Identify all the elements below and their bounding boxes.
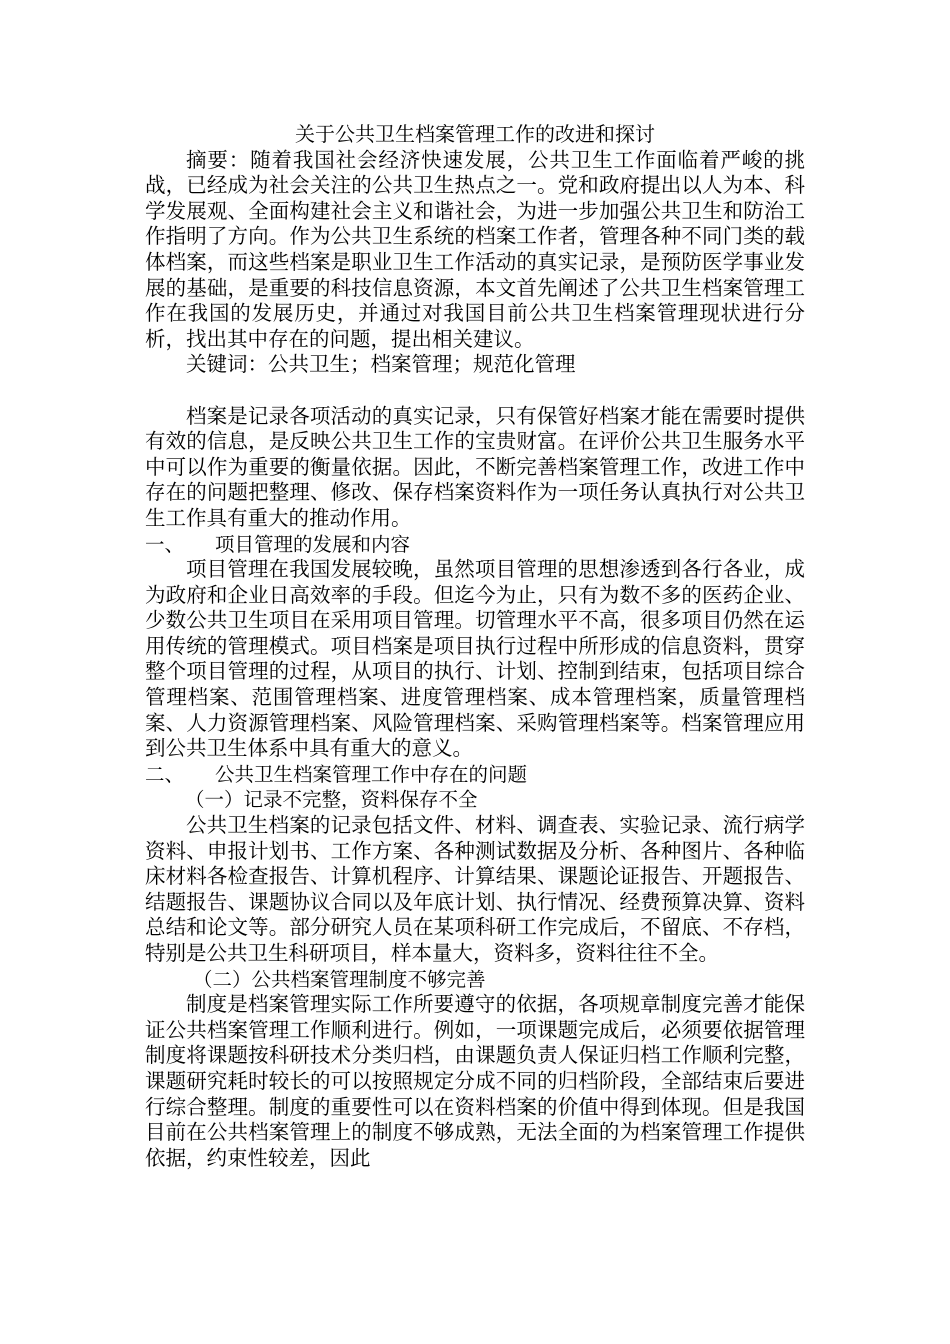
section-1-title: 项目管理的发展和内容 [215,532,411,556]
section-1-number: 一、 [145,532,185,556]
keywords-line: 关键词：公共卫生；档案管理；规范化管理 [186,352,576,377]
document-title: 关于公共卫生档案管理工作的改进和探讨 [295,122,655,146]
section-1-paragraph: 项目管理在我国发展较晚，虽然项目管理的思想渗透到各行各业，成为政府和企业日高效率的手段。但迄今为止，只有为数不多的医药企业、少数公共卫生项目在采用项目管理。切管理水平不高，很多项目仍然在运用传统的管理模式。项目档案是项目执行过程中所形成的信息资料，贯穿整个项目管理的过程，从项目的执行、计划、控制到结束，包括项目综合管理档案、范围管理档案、进度管理档案、成本管理档案，质量管理档案、人力资源管理档案、风险管理档案、采购管理档案等。档案管理应用到公共卫生体系中具有重大的意义。 [145,557,805,761]
abstract-paragraph: 摘要：随着我国社会经济快速发展，公共卫生工作面临着严峻的挑战，已经成为社会关注的公共卫生热点之一。党和政府提出以人为本、科学发展观、全面构建社会主义和谐社会，为进一步加强公共卫生和防治工作指明了方向。作为公共卫生系统的档案工作者，管理各种不同门类的载体档案，而这些档案是职业卫生工作活动的真实记录，是预防医学事业发展的基础，是重要的科技信息资源，本文首先阐述了公共卫生档案管理工作在我国的发展历史，并通过对我国目前公共卫生档案管理现状进行分析，找出其中存在的问题，提出相关建议。 [145,147,805,351]
blank-line [145,378,805,404]
subsection-2-paragraph: 制度是档案管理实际工作所要遵守的依据，各项规章制度完善才能保证公共档案管理工作顺利进行。例如，一项课题完成后，必须要依据管理制度将课题按科研技术分类归档，由课题负责人保证归档工作顺利完整，课题研究耗时较长的可以按照规定分成不同的归档阶段，全部结束后要进行综合整理。制度的重要性可以在资料档案的价值中得到体现。但是我国目前在公共档案管理上的制度不够成熟，无法全面的为档案管理工作提供依据，约束性较差，因此 [145,992,805,1170]
section-2-heading [145,762,805,788]
section-2-number: 二、 [145,762,185,786]
section-1-heading [145,532,805,558]
subsection-2-heading: （二）公共档案管理制度不够完善 [193,967,486,991]
document-page [145,122,805,1171]
subsection-1-paragraph: 公共卫生档案的记录包括文件、材料、调查表、实验记录、流行病学资料、申报计划书、工作方案、各种测试数据及分析、各种图片、各种临床材料各检查报告、计算机程序、计算结果、课题论证报告、开题报告、结题报告、课题协议合同以及年底计划、执行情况、经费预算决算、资料总结和论文等。部分研究人员在某项科研工作完成后，不留底、不存档，特别是公共卫生科研项目，样本量大，资料多，资料往往不全。 [145,813,805,965]
subsection-1-heading: （一）记录不完整，资料保存不全 [185,788,478,812]
intro-paragraph: 档案是记录各项活动的真实记录，只有保管好档案才能在需要时提供有效的信息，是反映公共卫生工作的宝贵财富。在评价公共卫生服务水平中可以作为重要的衡量依据。因此，不断完善档案管理工作，改进工作中存在的问题把整理、修改、保存档案资料作为一项任务认真执行对公共卫生工作具有重大的推动作用。 [145,403,805,530]
section-2-title: 公共卫生档案管理工作中存在的问题 [215,762,528,786]
